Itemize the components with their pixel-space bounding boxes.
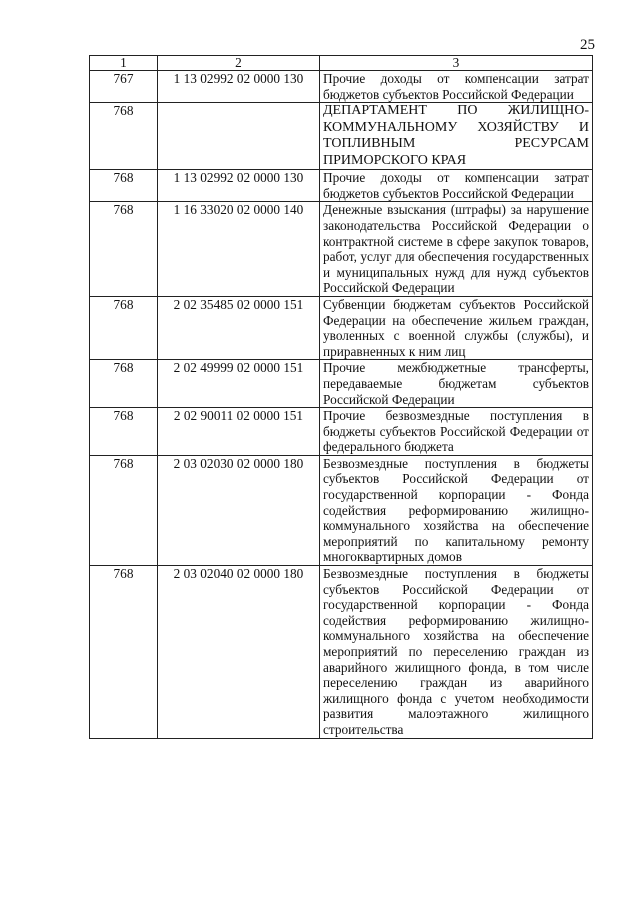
table-row <box>90 296 593 359</box>
table-row <box>90 170 593 202</box>
table-row <box>90 202 593 297</box>
income-code-cell <box>158 103 320 170</box>
page-number: 25 <box>580 37 595 53</box>
income-name-cell: Прочие межбюджетные трансферты, передаваемые бюджетам субъектов Российской Федерации <box>320 360 593 408</box>
table-row <box>90 566 593 739</box>
income-code-cell: 2 03 02030 02 0000 180 <box>158 455 320 565</box>
budget-income-table <box>89 55 593 739</box>
income-name-cell: Прочие доходы от компенсации затрат бюджетов субъектов Российской Федерации <box>320 170 593 202</box>
admin-code-cell: 768 <box>90 296 158 359</box>
income-name-cell: Прочие безвозмездные поступления в бюджеты субъектов Российской Федерации от федерального бюджета <box>320 408 593 456</box>
income-name-cell: Безвозмездные поступления в бюджеты субъектов Российской Федерации от государственной корпорации - Фонда содействия реформированию жилищно-коммунального хозяйства на обеспечение мероприятий по капитальному ремонту многоквартирных домов <box>320 455 593 565</box>
admin-code-cell: 767 <box>90 71 158 103</box>
income-code-cell: 2 03 02040 02 0000 180 <box>158 566 320 739</box>
table-row <box>90 360 593 408</box>
income-code-cell: 1 13 02992 02 0000 130 <box>158 71 320 103</box>
income-code-cell: 2 02 49999 02 0000 151 <box>158 360 320 408</box>
table-row <box>90 408 593 456</box>
table-row <box>90 455 593 565</box>
admin-code-cell: 768 <box>90 566 158 739</box>
table-header-row <box>90 56 593 71</box>
income-code-cell: 2 02 35485 02 0000 151 <box>158 296 320 359</box>
department-name-cell: ДЕПАРТАМЕНТ ПО ЖИЛИЩНО-КОММУНАЛЬНОМУ ХОЗЯЙСТВУ И ТОПЛИВНЫМ РЕСУРСАМ ПРИМОРСКОГО КРАЯ <box>320 103 593 170</box>
income-name-cell: Безвозмездные поступления в бюджеты субъектов Российской Федерации от государственной корпорации - Фонда содействия реформированию жилищно-коммунального хозяйства на обеспечение мероприятий по переселению граждан из аварийного жилищного фонда, в том числе переселению граждан из аварийного жилищного фонда с учетом необходимости развития малоэтажного жилищного строительства <box>320 566 593 739</box>
admin-code-cell: 768 <box>90 170 158 202</box>
income-code-cell: 1 16 33020 02 0000 140 <box>158 202 320 297</box>
income-name-cell: Прочие доходы от компенсации затрат бюджетов субъектов Российской Федерации <box>320 71 593 103</box>
column-header-3: 3 <box>320 56 593 71</box>
income-code-cell: 2 02 90011 02 0000 151 <box>158 408 320 456</box>
column-header-2: 2 <box>158 56 320 71</box>
table-row <box>90 71 593 103</box>
admin-code-cell: 768 <box>90 360 158 408</box>
admin-code-cell: 768 <box>90 202 158 297</box>
admin-code-cell: 768 <box>90 408 158 456</box>
income-name-cell: Денежные взыскания (штрафы) за нарушение законодательства Российской Федерации о контрактной системе в сфере закупок товаров, работ, услуг для обеспечения государственных и муниципальных нужд для нужд субъектов Российской Федерации <box>320 202 593 297</box>
table-row <box>90 103 593 170</box>
admin-code-cell: 768 <box>90 455 158 565</box>
admin-code-cell: 768 <box>90 103 158 170</box>
column-header-1: 1 <box>90 56 158 71</box>
income-code-cell: 1 13 02992 02 0000 130 <box>158 170 320 202</box>
income-name-cell: Субвенции бюджетам субъектов Российской Федерации на обеспечение жильем граждан, уволенных с военной службы (службы), и приравненных к ним лиц <box>320 296 593 359</box>
